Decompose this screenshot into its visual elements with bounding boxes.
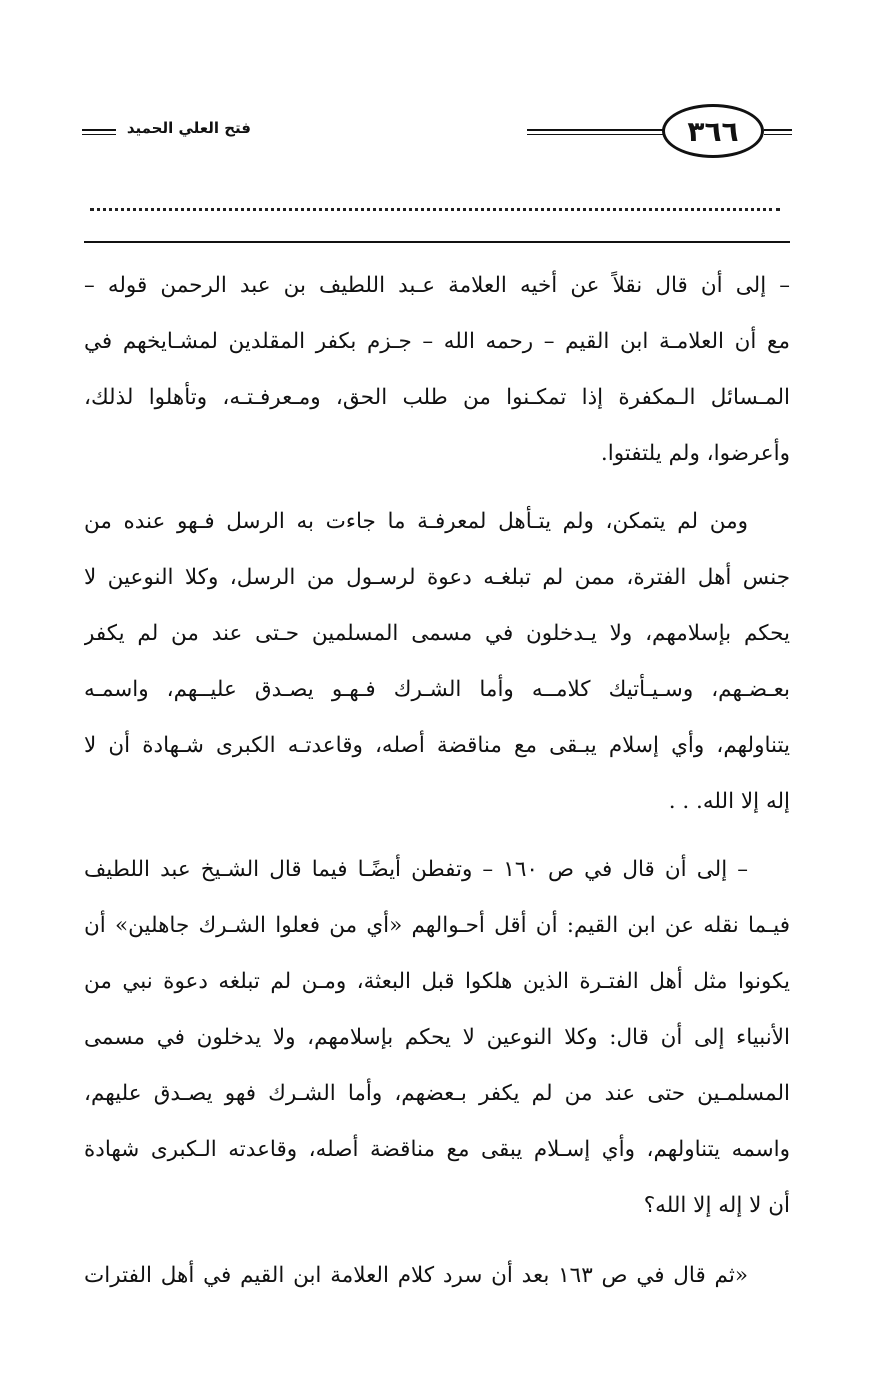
text-line: أن لا إله إلا الله؟ (643, 1193, 790, 1218)
page-number: ٣٦٦ (687, 114, 739, 148)
header-rule-middle (527, 129, 663, 135)
text-line: – إلى أن قال نقلاً عن أخيه العلامة عـبد اللطيف بن عبد الرحمن قوله – (84, 273, 790, 298)
dotted-separator (90, 208, 780, 211)
text-line: يحكم بإسلامهم، ولا يـدخلون في مسمى المسلمين حـتى عند من لم يكفر (84, 621, 790, 646)
text-top-rule (84, 241, 790, 243)
running-title: فتح العلي الحميد (126, 119, 251, 137)
header-rule-left (82, 129, 116, 135)
text-line: مع أن العلامـة ابن القيم – رحمه الله – جـزم بكفر المقلدين لمشـايخهم في (84, 329, 790, 354)
text-line: وأعرضوا، ولم يلتفتوا. (600, 441, 790, 466)
page-number-badge (662, 104, 764, 158)
text-line: المسلمـين حتى عند من لم يكفر بـعضهم، وأما الشـرك فهو يصـدق عليهم، (84, 1081, 790, 1106)
paragraph-3 (84, 842, 790, 1234)
text-line: بعـضـهم، وسـيـأتيك كلامــه وأما الشـرك فـهـو يصـدق عليــهم، واسمـه (84, 677, 790, 702)
text-line: واسمه يتناولهم، وأي إسـلام يبقى مع مناقضة أصله، وقاعدته الـكبرى شهادة (84, 1137, 790, 1162)
paragraph-4 (84, 1248, 790, 1304)
header-rule-right (764, 129, 792, 135)
page-body (84, 258, 790, 1304)
text-line: يتناولهم، وأي إسلام يبـقى مع مناقضة أصله، وقاعدتـه الكبرى شـهادة أن لا (84, 733, 790, 758)
text-line: المـسائل الـمكفرة إذا تمكـنوا من طلب الحق، ومـعرفـتـه، وتأهلوا لذلك، (84, 385, 790, 410)
text-line: ومن لم يتمكن، ولم يتـأهل لمعرفـة ما جاءت به الرسل فـهو عنده من (84, 509, 748, 534)
text-line: الأنبياء إلى أن قال: وكلا النوعين لا يحكم بإسلامهم، ولا يدخلون في مسمى (84, 1025, 790, 1050)
text-line: – إلى أن قال في ص ١٦٠ – وتفطن أيضًـا فيما قال الشـيخ عبد اللطيف (84, 857, 748, 882)
paragraph-2 (84, 494, 790, 830)
text-line: فيـما نقله عن ابن القيم: أن أقل أحـوالهم «أي من فعلوا الشـرك جاهلين» أن (84, 913, 790, 938)
text-line: يكونوا مثل أهل الفتـرة الذين هلكوا قبل البعثة، ومـن لم تبلغه دعوة نبي من (84, 969, 790, 994)
text-line: جنس أهل الفترة، ممن لم تبلغـه دعوة لرسـول من الرسل، وكلا النوعين لا (84, 565, 790, 590)
text-line: إله إلا الله. . . (668, 789, 790, 814)
text-line: «ثم قال في ص ١٦٣ بعد أن سرد كلام العلامة ابن القيم في أهل الفترات (84, 1263, 748, 1288)
paragraph-1 (84, 258, 790, 482)
